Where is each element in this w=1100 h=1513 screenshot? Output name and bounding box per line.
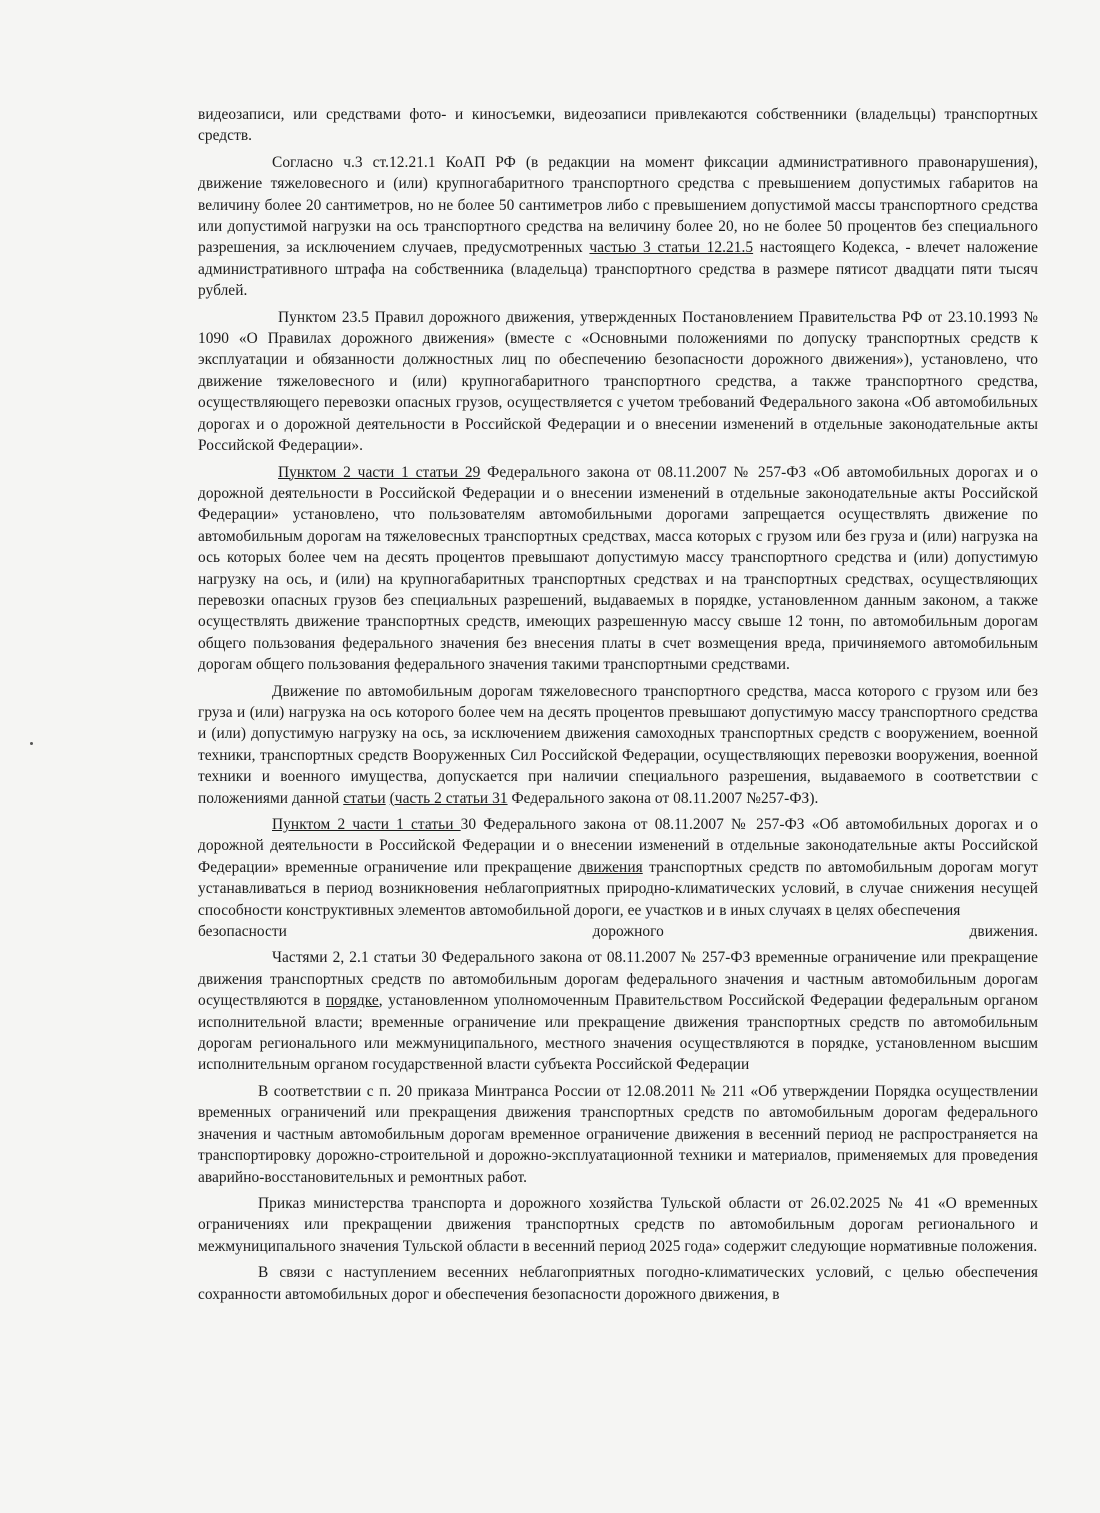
paragraph-6: [198, 814, 1038, 942]
scan-speck: [30, 742, 33, 745]
paragraph-1: видеозаписи, или средствами фото- и киносъемки, видеозаписи привлекаются собственники (владельцы) транспортных средств.: [198, 106, 1038, 145]
paragraph-6-text-b: транспортных средств по автомобильным дорогам могут устанавливаться в период возникновения неблагоприятных природно-климатических условий, в случае снижения несущей способности конструктивных элементов автомобильной дороги, ее участков и в иных случаях в целях обеспечения: [198, 858, 1039, 919]
law-reference-link: частью 3 статьи 12.21.5: [589, 239, 754, 257]
paragraph-6-tail-line: [198, 921, 1038, 942]
paragraph-6-text-a: 30 Федерального закона от 08.11.2007 № 257-ФЗ «Об автомобильных дорогах и о дорожной деятельности в Российской Федерации и о внесении изменений в отдельные законодательные акты Российской Федерации» временные ограничение или прекращение: [198, 816, 1038, 876]
paragraph-5-text-a: Движение по автомобильным дорогам тяжеловесного транспортного средства, масса которого с грузом или без груза и (или) нагрузка на ось которого более чем на десять процентов превышают допустимую массу транспортного средства и (или) допустимую нагрузку на ось, за исключением движения самоходных транспортных средств с вооружением, военной техники, транспортных средств Вооруженных Сил Российской Федерации, осуществляющих перевозки вооружения, военной техники и военного имущества, допускается при наличии специального разрешения, выдаваемого в соответствии с положениями данной: [198, 682, 1038, 807]
paragraph-7-text-a: Частями 2, 2.1 статьи 30 Федерального закона от 08.11.2007 № 257-ФЗ временные ограничение или прекращение движения транспортных средств по автомобильным дорогам федерального значения и частным автомобильным дорогам осуществляются в: [198, 949, 1038, 1010]
paragraph-8: В соответствии с п. 20 приказа Минтранса России от 12.08.2011 № 211 «Об утверждении Порядка осуществлении временных ограничений или прекращения движения транспортных средств по автомобильным дорогам федерального значения и частным автомобильным дорогам временное ограничение движения в весенний период не распространяется на транспортировку дорожно-строительной и дорожно-эксплуатационной техники и материалов, применяемых для проведения аварийно-восстановительных и ремонтных работ.: [198, 1082, 1038, 1186]
law-reference-link: Пунктом 2 части 1 статьи 29: [278, 463, 481, 481]
paragraph-2: [198, 152, 1038, 302]
paragraph-9: Приказ министерства транспорта и дорожного хозяйства Тульской области от 26.02.2025 № 41 «О временных ограничениях или прекращении движения транспортных средств по автомобильным дорогам регионального и межмуниципального значения Тульской области в весенний период 2025 года» содержит следующие нормативные положения.: [198, 1194, 1038, 1255]
paragraph-2-text-a: Согласно ч.3 ст.12.21.1 КоАП РФ (в редакции на момент фиксации административного правонарушения), движение тяжеловесного и (или) крупногабаритного транспортного средства с превышением допустимых габаритов на величину более 20 сантиметров, но не более 50 сантиметров либо с превышением допустимой массы транспортного средства или допустимой нагрузки на ось транспортного средства на величину более 20, но не более 50 процентов без специального разрешения, за исключением случаев, предусмотренных: [198, 153, 1038, 257]
paragraph-10: В связи с наступлением весенних неблагоприятных погодно-климатических условий, с целью обеспечения сохранности автомобильных дорог и обеспечения безопасности дорожного движения, в: [198, 1264, 1038, 1303]
paragraph-5-text-b: Федерального закона от 08.11.2007 №257-ФЗ).: [507, 789, 819, 807]
paragraph-5: [198, 681, 1038, 809]
law-reference-link: статьи: [343, 789, 386, 807]
paragraph-4: [198, 462, 1038, 676]
document-body: [198, 104, 1038, 1310]
tail-word: дорожного: [592, 923, 664, 941]
tail-word: движения.: [969, 923, 1038, 941]
paragraph-7-text-b: , установленном уполномоченным Правительством Российской Федерации федеральным органом исполнительной власти; временные ограничение или прекращение движения транспортных средств по автомобильным дорогам регионального или межмуниципального, местного значения осуществляются в порядке, установленном высшим исполнительным органом государственной власти субъекта Российской Федерации: [198, 992, 1038, 1074]
paragraph-3: Пунктом 23.5 Правил дорожного движения, утвержденных Постановлением Правительства РФ от 23.10.1993 № 1090 «О Правилах дорожного движения» (вместе с «Основными положениями по допуску транспортных средств к эксплуатации и обязанности должностных лиц по обеспечению безопасности дорожного движения»), установлено, что движение тяжеловесного и (или) крупногабаритного транспортного средства, а также транспортного средства, осуществляющего перевозки опасных грузов, осуществляется с учетом требований Федерального закона «Об автомобильных дорогах и о дорожной деятельности в Российской Федерации и о внесении изменений в отдельные законодательные акты Российской Федерации».: [198, 308, 1038, 455]
law-reference-link: движения: [578, 858, 643, 876]
law-reference-link: порядке: [325, 992, 379, 1010]
paragraph-4-text: Федерального закона от 08.11.2007 № 257-ФЗ «Об автомобильных дорогах и о дорожной деятельности в Российской Федерации и о внесении изменений в отдельные законодательные акты Российской Федерации» установлено, что пользователям автомобильными дорогами запрещается осуществлять движение по автомобильным дорогам на тяжеловесных транспортных средствах, масса которых с грузом или без груза и (или) нагрузка на ось которых более чем на десять процентов превышают допустимую массу транспортного средства и (или) допустимую нагрузку на ось, и (или) на крупногабаритных транспортных средствах и на транспортных средствах, осуществляющих перевозки опасных грузов без специальных разрешений, выдаваемых в порядке, установленном данным законом, а также осуществлять движение транспортных средств, имеющих разрешенную массу свыше 12 тонн, по автомобильным дорогам общего пользования федерального значения без внесения платы в счет возмещения вреда, причиняемого автомобильным дорогам общего пользования федерального значения такими транспортными средствами.: [198, 463, 1038, 674]
law-reference-link: Пунктом 2 части 1 статьи: [272, 816, 461, 833]
paragraph-2-text-b: настоящего Кодекса, - влечет наложение административного штрафа на собственника (владельца) транспортного средства в размере пятисот двадцати пяти тысяч рублей.: [198, 239, 1038, 300]
tail-word: безопасности: [198, 923, 287, 941]
paragraph-7: [198, 947, 1038, 1075]
law-reference-link: (часть 2 статьи 31: [389, 789, 508, 807]
